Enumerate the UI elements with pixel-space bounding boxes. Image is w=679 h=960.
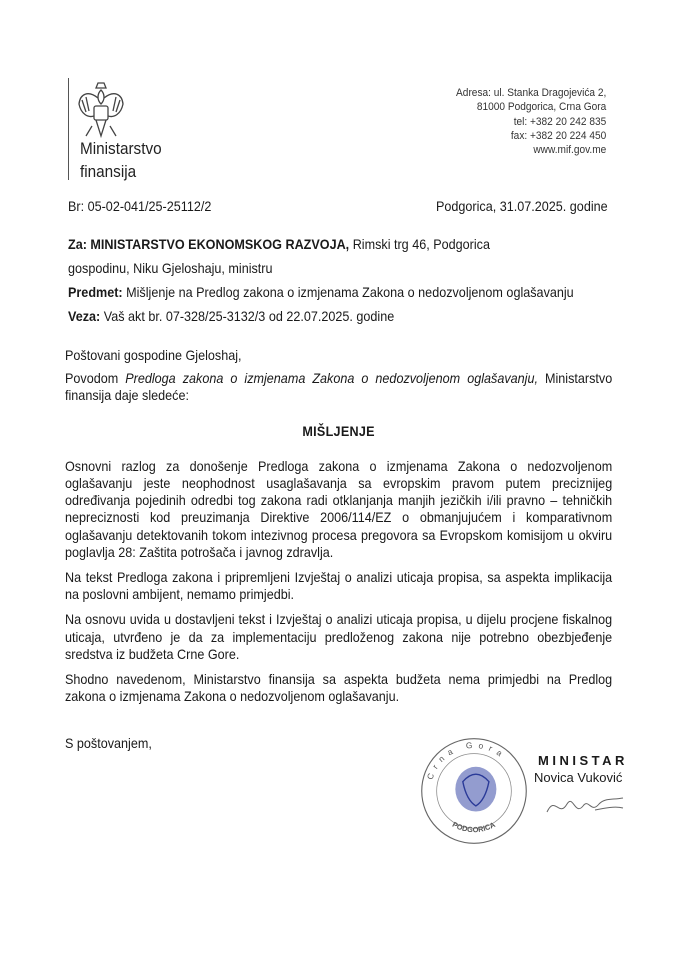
fax-line: fax: +382 20 224 450 <box>510 129 606 142</box>
address-block <box>456 86 606 157</box>
intro-suffix: Ministarstvo finansija daje sledeće: <box>65 370 613 404</box>
website-line: www.mif.gov.me <box>533 144 606 157</box>
signatory-title: MINISTAR <box>538 753 628 768</box>
za-label: Za: <box>68 236 87 252</box>
intro-italic: Predloga zakona o izmjenama Zakona o nedozvoljenom oglašavanju, <box>125 370 538 387</box>
subject-label: Predmet: <box>68 284 123 300</box>
body-paragraph: Osnovni razlog za donošenje Predloga zakona o izmjenama Zakona o nedozvoljenom oglašavanju jeste neophodnost usaglašavanja sa evropskim pravom putem preciznijeg određivanja pojedinih odredbi tog zakona radi otklanjanja manjih jezičkih i/ili pravno – tehničkih nepreciznosti kod preuzimanja Direktive 2006/114/EZ o obmanjujućem i komparativnom oglašavanju detektovanih tokom intezivnog procesa pregovora sa Evropskom komisijom u okviru poglavlja 28: Zaštita potrošača i javnog zdravlja. <box>65 457 613 560</box>
handwritten-signature <box>545 790 625 820</box>
place-date: Podgorica, 31.07.2025. godine <box>436 198 608 214</box>
subject-text: Mišljenje na Predlog zakona o izmjenama Zakona o nedozvoljenom oglašavanju <box>126 284 574 300</box>
body-paragraph: Na tekst Predloga zakona i pripremljeni Izvještaj o analizi uticaja propisa, sa aspekta implikacija na poslovni ambijent, nemamo primjedbi. <box>65 569 613 603</box>
signatory-name: Novica Vuković <box>534 770 623 785</box>
ministry-name-line: finansija <box>80 162 137 181</box>
address-line: 81000 Podgorica, Crna Gora <box>476 101 606 114</box>
document-title: MIŠLJENJE <box>302 422 375 439</box>
phone-line: tel: +382 20 242 835 <box>513 115 606 128</box>
letter-body <box>65 347 612 753</box>
letterhead-divider <box>68 78 69 180</box>
reference-label: Veza: <box>68 308 101 324</box>
subject-line <box>68 284 574 300</box>
ministry-name-line: Ministarstvo <box>80 139 162 158</box>
montenegro-coat-of-arms-icon <box>76 80 126 142</box>
body-paragraph: Shodno navedenom, Ministarstvo finansija sa aspekta budžeta nema primjedbi na Predlog zakona o izmjenama Zakona o nedozvoljenom oglašavanju. <box>65 671 613 705</box>
ministry-name <box>80 137 162 183</box>
recipient-address: Rimski trg 46, Podgorica <box>352 236 490 252</box>
reference-text: Vaš akt br. 07-328/25-3132/3 od 22.07.2025. godine <box>103 308 395 324</box>
intro-prefix: Povodom <box>65 370 126 387</box>
recipient-org: MINISTARSTVO EKONOMSKOG RAZVOJA, <box>90 236 350 252</box>
official-stamp <box>418 735 530 847</box>
attention-line: gospodinu, Niku Gjeloshaju, ministru <box>68 260 273 276</box>
reference-number: Br: 05-02-041/25-25112/2 <box>68 198 212 214</box>
intro-paragraph <box>65 370 612 404</box>
closing: S poštovanjem, <box>65 735 152 752</box>
svg-text:PODGORICA: PODGORICA <box>450 819 497 835</box>
body-paragraph: Na osnovu uvida u dostavljeni tekst i Izvještaj o analizi uticaja propisa, u dijelu procjene fiskalnog uticaja, utvrđeno je da za implementaciju predloženog zakona nije potrebno obezbjeđenje sredstva iz budžeta Crne Gore. <box>65 611 613 662</box>
recipient-line <box>68 236 490 252</box>
address-line: Adresa: ul. Stanka Dragojevića 2, <box>455 87 606 99</box>
reference-line <box>68 308 394 324</box>
salutation: Poštovani gospodine Gjeloshaj, <box>65 347 242 363</box>
svg-text:Crna Gora: Crna Gora <box>424 739 509 781</box>
